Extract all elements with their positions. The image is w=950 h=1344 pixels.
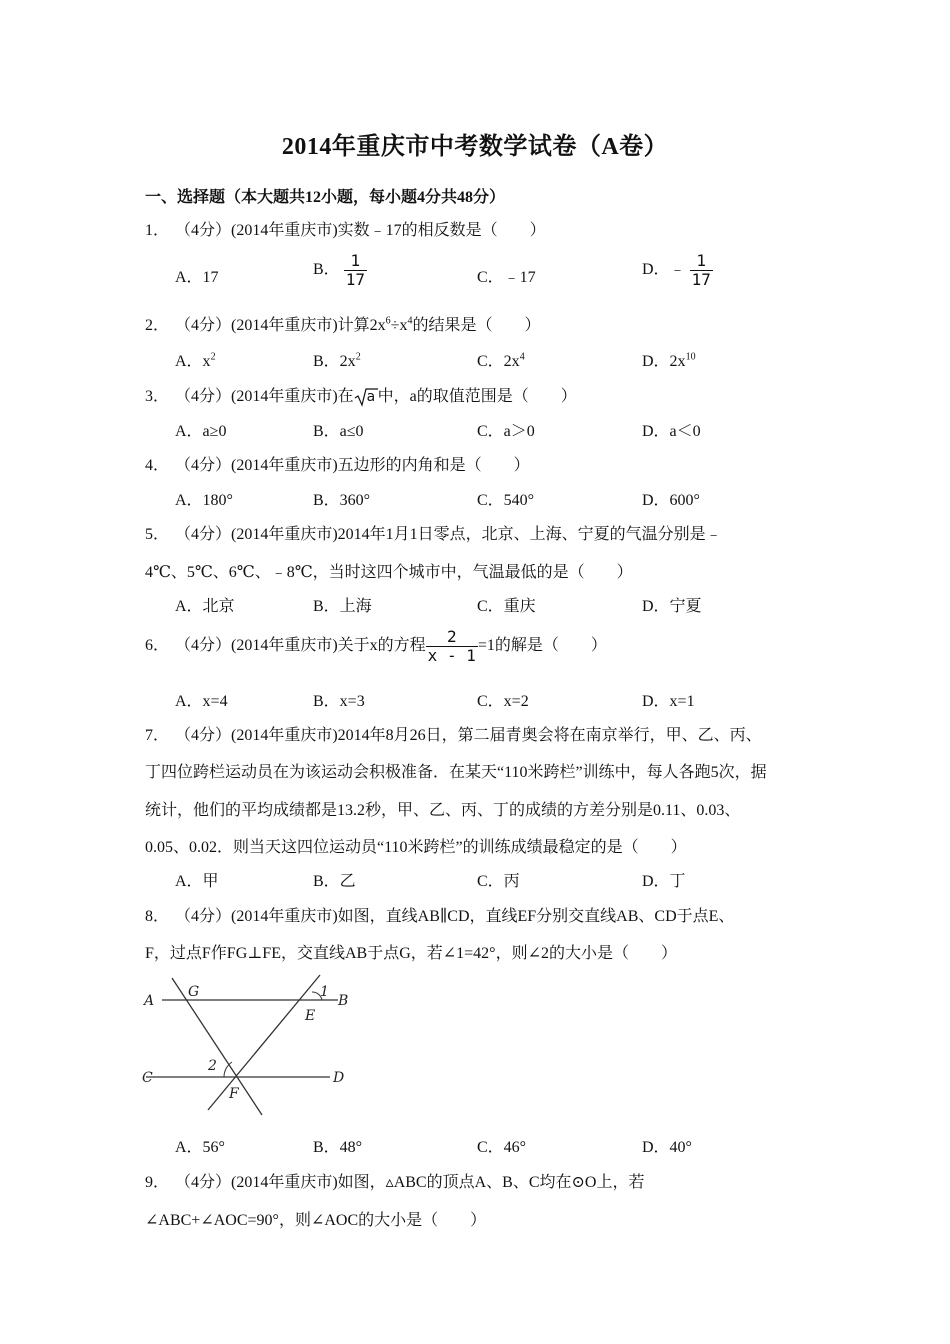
- question-number: 4．: [145, 457, 170, 474]
- label-c: C: [142, 1070, 153, 1086]
- options-1: [175, 251, 815, 304]
- question-2: 2． （4分）(2014年重庆市)计算$2x^6\div x^4$的结果是（ ）: [145, 312, 540, 335]
- question-7: 7． （4分）(2014年重庆市)2014年8月26日，第二届青奥会将在南京举行，甲、乙、丙、: [145, 722, 762, 745]
- question-1: [145, 217, 546, 240]
- fraction: $\frac{2}{x - 1}$: [427, 627, 476, 665]
- section-heading: 一、选择题（本大题共12小题，每小题4分共48分）: [145, 189, 506, 206]
- label-a: A: [144, 993, 155, 1009]
- question-9: 9． （4分）(2014年重庆市)如图，▵ABC的顶点A、B、C均在⊙O上，若: [145, 1169, 644, 1192]
- question-number: 1．: [145, 222, 170, 239]
- label-2: 2: [208, 1058, 217, 1074]
- option-b: B．乙: [313, 873, 356, 890]
- option-c: C．540°: [477, 492, 535, 509]
- question-4: 4． （4分）(2014年重庆市)五边形的内角和是（ ）: [145, 452, 530, 475]
- option-b: B．$2x^2$: [313, 351, 361, 370]
- options-8: [175, 1134, 815, 1174]
- line-ef: [208, 975, 320, 1110]
- option-d: D．x=1: [642, 693, 695, 710]
- option-d: D．﹣ $\frac{1}{17}$: [642, 251, 711, 289]
- option-a: A．56°: [175, 1139, 225, 1156]
- sqrt-symbol: a: [354, 387, 378, 407]
- option-a: A．180°: [175, 492, 233, 509]
- label-b: B: [338, 993, 349, 1009]
- option-a: A．x=4: [175, 693, 228, 710]
- question-7-line-4: 0.05、0.02．则当天这四位运动员“110米跨栏”的训练成绩最稳定的是（ ）: [145, 839, 687, 856]
- question-number: 6．: [145, 637, 170, 655]
- page-title: 2014年重庆市中考数学试卷（A卷）: [281, 134, 669, 160]
- options-5: [175, 593, 815, 633]
- question-number: 8．: [145, 908, 170, 925]
- question-8: 8． （4分）(2014年重庆市)如图，直线AB∥CD，直线EF分别交直线AB、CD于点E、: [145, 903, 734, 926]
- option-c: C．x=2: [477, 693, 529, 710]
- question-9-line-2: ∠ABC+∠AOC=90°，则∠AOC的大小是（ ）: [145, 1212, 487, 1229]
- option-d: D．40°: [642, 1139, 692, 1156]
- option-b: B．a≤0: [313, 423, 364, 440]
- question-7-line-3: 统计，他们的平均成绩都是13.2秒，甲、乙、丙、丁的成绩的方差分别是0.11、0.03、: [145, 802, 741, 819]
- label-d: D: [333, 1070, 345, 1086]
- fraction: $\frac{1}{17}$: [691, 251, 711, 289]
- label-f: F: [229, 1086, 239, 1102]
- option-c: C．﹣17: [477, 269, 536, 286]
- label-1: 1: [320, 984, 329, 1000]
- option-b: B．上海: [313, 598, 372, 615]
- option-b: B． $\frac{1}{17}$: [313, 251, 365, 289]
- question-7-line-2: 丁四位跨栏运动员在为该运动会积极准备．在某天“110米跨栏”训练中，每人各跑5次，据: [145, 764, 767, 781]
- option-c: C．46°: [477, 1139, 527, 1156]
- option-a: A．$x^2$: [175, 351, 216, 370]
- fraction: $\frac{1}{17}$: [345, 251, 365, 289]
- question-text: （4分）(2014年重庆市)实数﹣17的相反数是（ ）: [175, 222, 546, 239]
- question-number: 3．: [145, 388, 170, 405]
- line-fg: [172, 978, 262, 1115]
- option-c: C．$2x^4$: [477, 351, 525, 370]
- label-e: E: [305, 1008, 316, 1024]
- option-d: D．a＜0: [642, 423, 701, 440]
- option-a: A．北京: [175, 598, 235, 615]
- option-d: D．丁: [642, 873, 686, 890]
- option-a: A．甲: [175, 873, 219, 890]
- question-number: 9．: [145, 1174, 170, 1191]
- option-b: B．360°: [313, 492, 371, 509]
- options-7: [175, 868, 815, 908]
- option-c: C．a＞0: [477, 423, 535, 440]
- option-b: B．48°: [313, 1139, 363, 1156]
- option-a: A．a≥0: [175, 423, 227, 440]
- question-number: 5．: [145, 526, 170, 543]
- option-d: D．$2x^{10}$: [642, 351, 696, 370]
- question-3: 3． （4分）(2014年重庆市)在 a 中，a的取值范围是（ ）: [145, 383, 577, 407]
- question-5-line-2: 4℃、5℃、6℃、﹣8℃，当时这四个城市中，气温最低的是（ ）: [145, 564, 633, 581]
- label-g: G: [188, 984, 200, 1000]
- question-number: 7．: [145, 727, 170, 744]
- option-d: D．宁夏: [642, 598, 702, 615]
- option-b: B．x=3: [313, 693, 365, 710]
- option-d: D．600°: [642, 492, 700, 509]
- option-c: C．丙: [477, 873, 520, 890]
- option-c: C．重庆: [477, 598, 536, 615]
- geometry-figure: [140, 970, 360, 1120]
- question-8-line-2: F，过点F作FG⊥FE，交直线AB于点G，若∠1=42°，则∠2的大小是（ ）: [145, 945, 677, 962]
- question-number: 2．: [145, 317, 170, 334]
- option-a: A．17: [175, 269, 219, 286]
- question-6: 6． （4分）(2014年重庆市)关于x的方程 $\frac{2}{x - 1}$ =1的解是（ ）: [145, 627, 607, 665]
- options-2: [175, 348, 815, 388]
- question-5: 5． （4分）(2014年重庆市)2014年1月1日零点，北京、上海、宁夏的气温分别是﹣: [145, 521, 722, 544]
